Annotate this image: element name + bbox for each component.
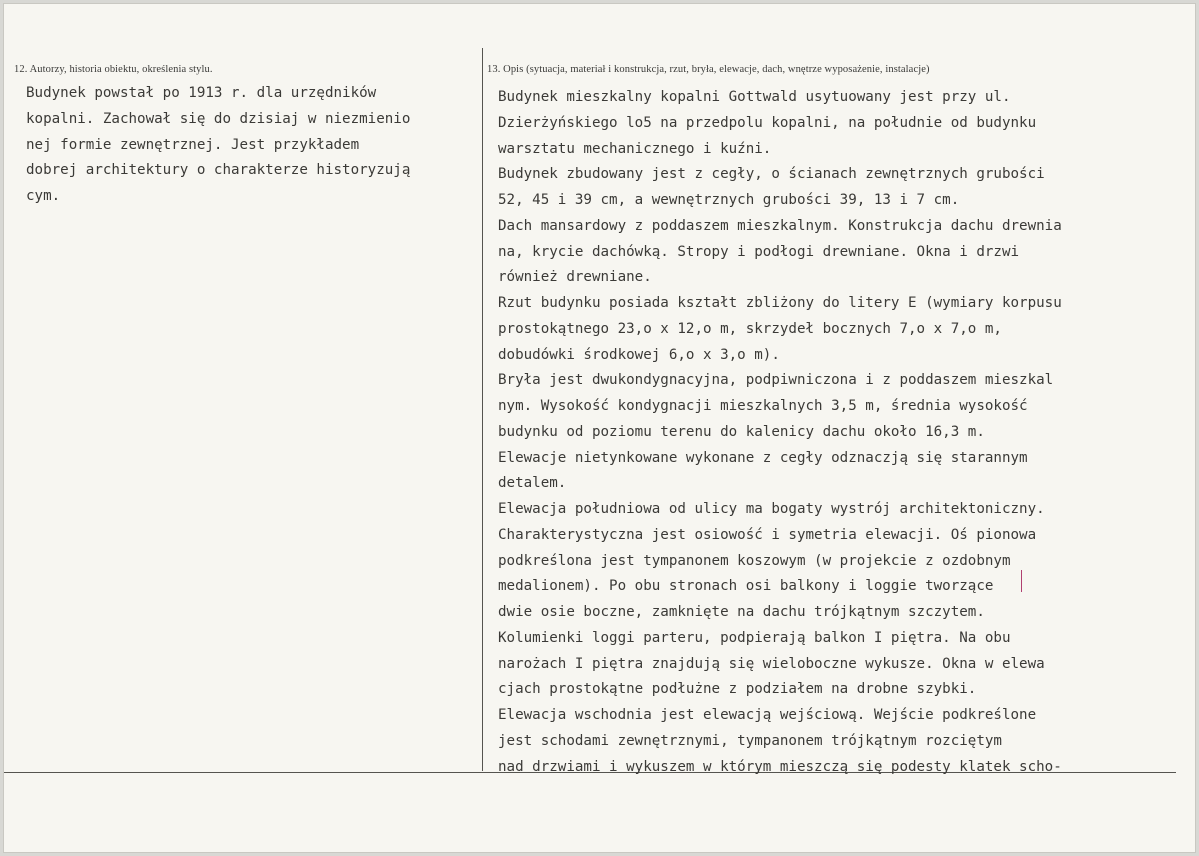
left-box-text bbox=[26, 81, 410, 210]
text-line: Budynek powstał po 1913 r. dla urzędników bbox=[26, 85, 377, 101]
text-line: Elewacje nietynkowane wykonane z cegły odznaczją się starannym bbox=[498, 449, 1028, 466]
text-line: nad drzwiami i wykuszem w którym mieszczą się podesty klatek scho- bbox=[498, 758, 1062, 775]
text-line: dwie osie boczne, zamknięte na dachu trójkątnym szczytem. bbox=[498, 604, 985, 620]
text-line: podkreślona jest tympanonem koszowym (w projekcie z ozdobnym bbox=[498, 552, 1011, 569]
text-line: Rzut budynku posiada kształt zbliżony do litery E (wymiary korpusu bbox=[498, 295, 1062, 311]
text-line: Charakterystyczna jest osiowość i symetria elewacji. Oś pionowa bbox=[498, 526, 1037, 543]
text-line: Elewacja wschodnia jest elewacją wejściową. Wejście podkreślone bbox=[498, 707, 1037, 723]
text-line: Elewacja południowa od ulicy ma bogaty wystrój architektoniczny. bbox=[498, 501, 1045, 517]
text-line: narożach I piętra znajdują się wieloboczne wykusze. Okna w elewa bbox=[498, 655, 1045, 672]
text-line: nej formie zewnętrznej. Jest przykładem bbox=[26, 136, 360, 153]
ink-correction-mark bbox=[1021, 570, 1022, 592]
text-line: Kolumienki loggi parteru, podpierają balkon I piętra. Na obu bbox=[498, 629, 1011, 646]
text-line: dobrej architektury o charakterze historyzują bbox=[26, 162, 411, 179]
text-line: Bryła jest dwukondygnacyjna, podpiwniczona i z poddaszem mieszkal bbox=[498, 372, 1054, 389]
form-sheet bbox=[4, 4, 1195, 852]
text-line: Budynek mieszkalny kopalni Gottwald usytuowany jest przy ul. bbox=[498, 89, 1011, 105]
text-line: budynku od poziomu terenu do kalenicy dachu około 16,3 m. bbox=[498, 423, 985, 440]
text-line: dobudówki środkowej 6,o x 3,o m). bbox=[498, 346, 780, 363]
text-line: również drewniane. bbox=[498, 269, 652, 286]
text-line: Budynek zbudowany jest z cegły, o ścianach zewnętrznych grubości bbox=[498, 166, 1045, 183]
left-box-header: 12. Autorzy, historia obiektu, określenia stylu. bbox=[14, 64, 213, 75]
text-line: jest schodami zewnętrznymi, tympanonem trójkątnym rozciętym bbox=[498, 732, 1002, 749]
text-line: kopalni. Zachował się do dzisiaj w niezmienio bbox=[26, 110, 411, 127]
text-line: nym. Wysokość kondygnacji mieszkalnych 3,5 m, średnia wysokość bbox=[498, 398, 1028, 414]
text-line: Dzierżyńskiego lo5 na przedpolu kopalni, na południe od budynku bbox=[498, 114, 1037, 131]
right-box-text bbox=[498, 85, 1062, 780]
text-line: cym. bbox=[26, 188, 61, 204]
text-line: detalem. bbox=[498, 475, 567, 492]
text-line: prostokątnego 23,o x 12,o m, skrzydeł bocznych 7,o x 7,o m, bbox=[498, 320, 1002, 337]
text-line: Dach mansardowy z poddaszem mieszkalnym. Konstrukcja dachu drewnia bbox=[498, 217, 1062, 234]
column-divider bbox=[482, 48, 483, 771]
text-line: cjach prostokątne podłużne z podziałem na drobne szybki. bbox=[498, 681, 977, 698]
text-line: 52, 45 i 39 cm, a wewnętrznych grubości 39, 13 i 7 cm. bbox=[498, 192, 960, 208]
text-line: warsztatu mechanicznego i kuźni. bbox=[498, 140, 772, 157]
text-line: na, krycie dachówką. Stropy i podłogi drewniane. Okna i drzwi bbox=[498, 243, 1020, 260]
text-line: medalionem). Po obu stronach osi balkony i loggie tworzące bbox=[498, 578, 994, 595]
right-box-header: 13. Opis (sytuacja, materiał i konstrukcja, rzut, bryła, elewacje, dach, wnętrze wyposażenie, instalacje) bbox=[487, 64, 930, 75]
